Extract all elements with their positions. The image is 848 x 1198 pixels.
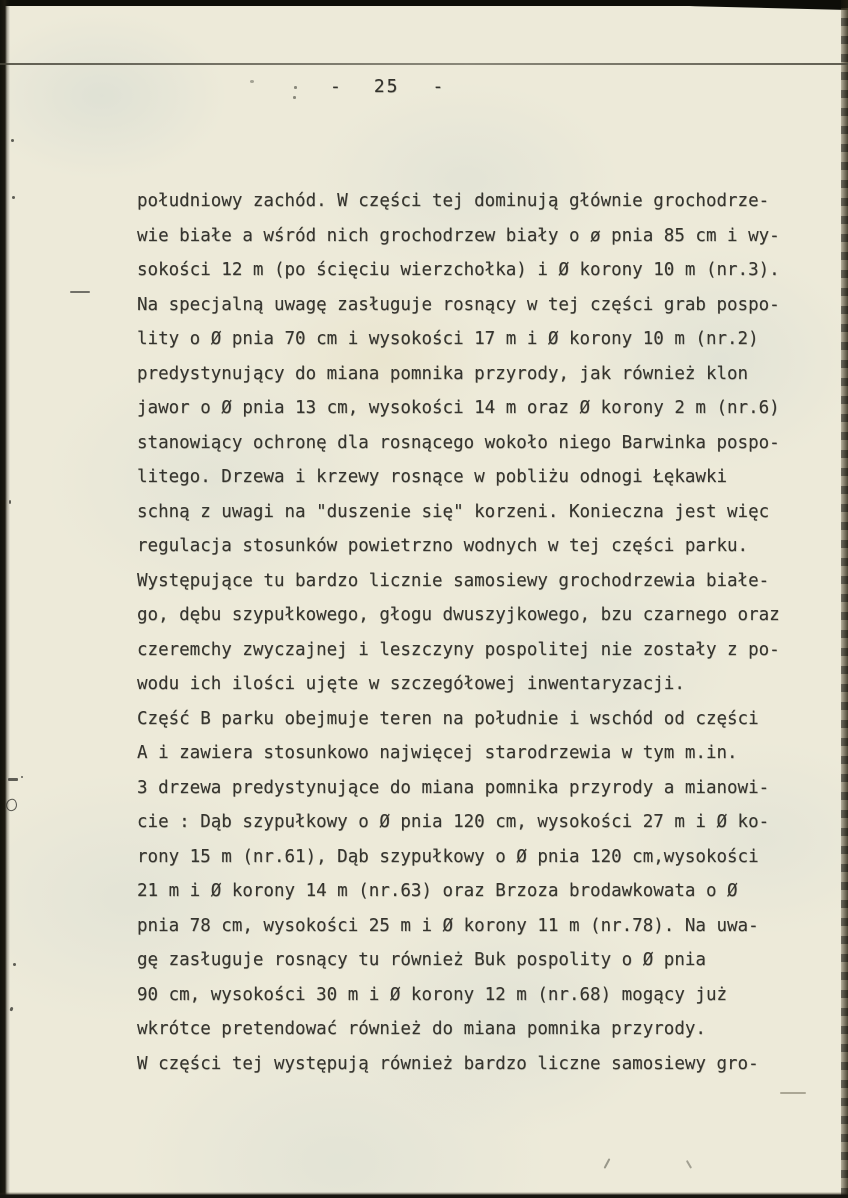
ink-speck [11, 139, 14, 142]
scan-edge-bottom [0, 1192, 848, 1198]
text-line: 90 cm, wysokości 30 m i Ø korony 12 m (nr.68) mogący już [137, 984, 728, 1005]
text-line: wkrótce pretendować również do miana pomnika przyrody. [137, 1019, 706, 1039]
ink-speck [21, 776, 23, 778]
scan-edge-right [841, 0, 848, 1198]
text-line: pnia 78 cm, wysokości 25 m i Ø korony 11 m (nr.78). Na uwa- [137, 915, 759, 936]
ink-speck [13, 963, 16, 966]
scan-edge-left [0, 0, 10, 1198]
text-line: regulacja stosunków powietrzno wodnych w tej części parku. [137, 536, 749, 556]
ink-speck [294, 86, 297, 89]
margin-dash-mark [70, 291, 90, 293]
text-line: schną z uwagi na "duszenie się" korzeni. Konieczna jest więc [137, 501, 770, 522]
ink-speck [8, 778, 18, 781]
text-line: rony 15 m (nr.61), Dąb szypułkowy o Ø pnia 120 cm,wysokości [137, 846, 759, 867]
document-text [137, 184, 842, 1081]
ink-scratch [780, 1092, 806, 1094]
text-line: wodu ich ilości ujęte w szczegółowej inwentaryzacji. [137, 674, 685, 694]
text-line: południowy zachód. W części tej dominują głównie grochodrze- [137, 191, 770, 211]
text-line: cie : Dąb szypułkowy o Ø pnia 120 cm, wysokości 27 m i Ø ko- [137, 812, 770, 832]
text-line: W części tej występują również bardzo liczne samosiewy gro- [137, 1053, 759, 1074]
text-line: 3 drzewa predystynujące do miana pomnika przyrody a mianowi- [137, 777, 770, 798]
page-number-value: 25 [373, 76, 400, 97]
page-number-dash-left: - [330, 76, 341, 97]
text-line: stanowiący ochronę dla rosnącego wokoło niego Barwinka pospo- [137, 432, 780, 453]
text-line: wie białe a wśród nich grochodrzew biały o ø pnia 85 cm i wy- [137, 225, 780, 246]
text-line: lity o Ø pnia 70 cm i wysokości 17 m i Ø korony 10 m (nr.2) [137, 329, 759, 349]
text-line: go, dębu szypułkowego, głogu dwuszyjkowego, bzu czarnego oraz [137, 605, 780, 625]
text-line: predystynujący do miana pomnika przyrody, jak również klon [137, 363, 749, 384]
text-line: A i zawiera stosunkowo najwięcej starodrzewia w tym m.in. [137, 743, 738, 763]
ink-scratch [604, 1158, 611, 1169]
scan-edge-top-right [678, 0, 848, 10]
text-line: 21 m i Ø korony 14 m (nr.63) oraz Brzoza brodawkowata o Ø [137, 881, 738, 901]
ink-smudge [250, 80, 254, 83]
text-line: jawor o Ø pnia 13 cm, wysokości 14 m oraz Ø korony 2 m (nr.6) [137, 398, 780, 418]
text-line: Występujące tu bardzo licznie samosiewy grochodrzewia białe- [137, 570, 770, 591]
ink-speck [9, 500, 11, 504]
page-top-rule [0, 63, 848, 65]
ink-speck [12, 196, 15, 199]
ink-scratch [686, 1160, 692, 1169]
page-number [330, 76, 443, 97]
ink-speck [9, 1007, 13, 1012]
text-line: Część B parku obejmuje teren na południe i wschód od części [137, 708, 759, 729]
text-line: gę zasługuje rosnący tu również Buk pospolity o Ø pnia [137, 950, 706, 970]
page-number-dash-right: - [432, 76, 444, 97]
text-line: Na specjalną uwagę zasługuje rosnący w tej części grab pospo- [137, 294, 780, 315]
ink-speck [293, 96, 296, 99]
text-line: litego. Drzewa i krzewy rosnące w pobliżu odnogi Łękawki [137, 467, 728, 487]
text-line: czeremchy zwyczajnej i leszczyny pospolitej nie zostały z po- [137, 639, 780, 660]
text-line: sokości 12 m (po ścięciu wierzchołka) i Ø korony 10 m (nr.3). [137, 260, 780, 280]
